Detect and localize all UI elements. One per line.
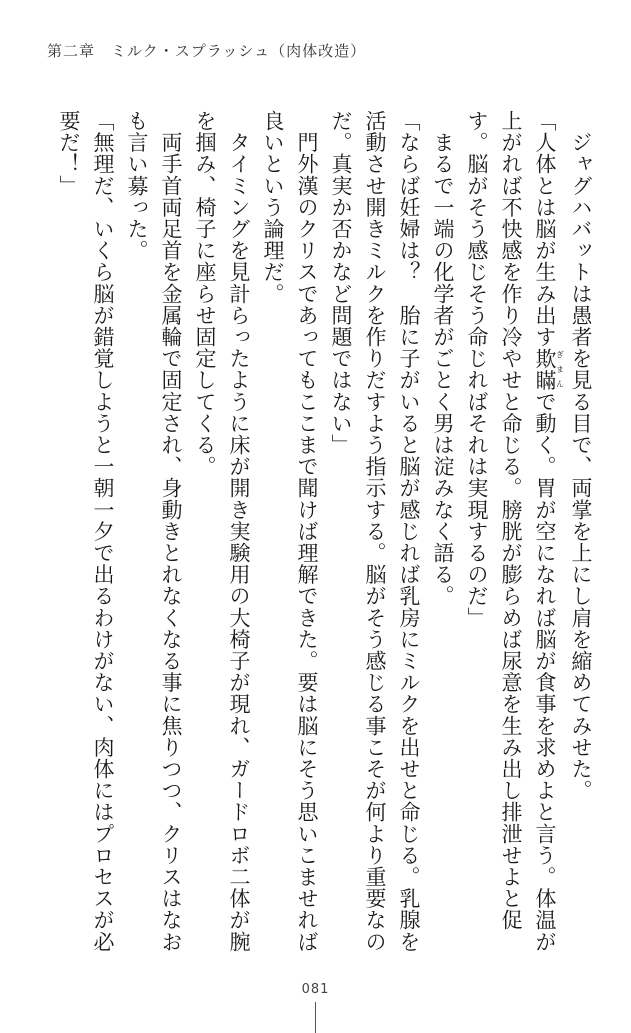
paragraph: 「無理だ、いくら脳が錯覚しようと一朝一夕で出るわけがない、肉体にはプロセスが必要だ！」 — [57, 110, 115, 953]
ruby-base: 欺瞞 — [533, 347, 557, 391]
paragraph: まるで一端の化学者がごとく男は淀みなく語る。 — [431, 110, 455, 607]
paragraph: 門外漢のクリスであってもここまで聞けば理解できた。要は脳にそう思いこませれば良いという論理だ。 — [261, 110, 319, 953]
running-head: 第二章 ミルク・スプラッシュ（肉体改造） — [47, 42, 367, 60]
paragraph: ジャグハバットは愚者を見る目で、両掌を上にし肩を縮めてみせた。 — [569, 110, 593, 802]
body-text — [38, 110, 598, 960]
page-number: 081 — [301, 982, 330, 997]
paragraph-segment: 「人体とは脳が生み出す — [533, 110, 557, 348]
page-rule — [315, 1002, 316, 1033]
paragraph — [460, 110, 564, 960]
paragraph-segment: で動く。胃が空になれば脳が食事を求めよと言う。体温が上がれば不快感を作り冷やせと命じる。膀胱が膨らめば尿意を生み出し排泄せよと促す。脳がそう感じそう命じればそれは実現するのだ」 — [465, 110, 557, 953]
ruby-word — [533, 347, 565, 391]
paragraph: 両手首両足首を金属輪で固定され、身動きとれなくなる事に焦りつつ、クリスはなおも言い募った。 — [125, 110, 183, 953]
paragraph: タイミングを見計らったように床が開き実験用の大椅子が現れ、ガードロボ二体が腕を掴み、椅子に座らせ固定してくる。 — [193, 110, 251, 953]
paragraph: 「ならば妊婦は？ 胎に子がいると脳が感じれば乳房にミルクを出せと命じる。乳腺を活動させ開きミルクを作りだすよう指示する。脳がそう感じる事こそが何より重要なのだ。真実か否かなど問題ではない」 — [329, 110, 421, 953]
ruby-reading: ぎまん — [555, 347, 565, 391]
